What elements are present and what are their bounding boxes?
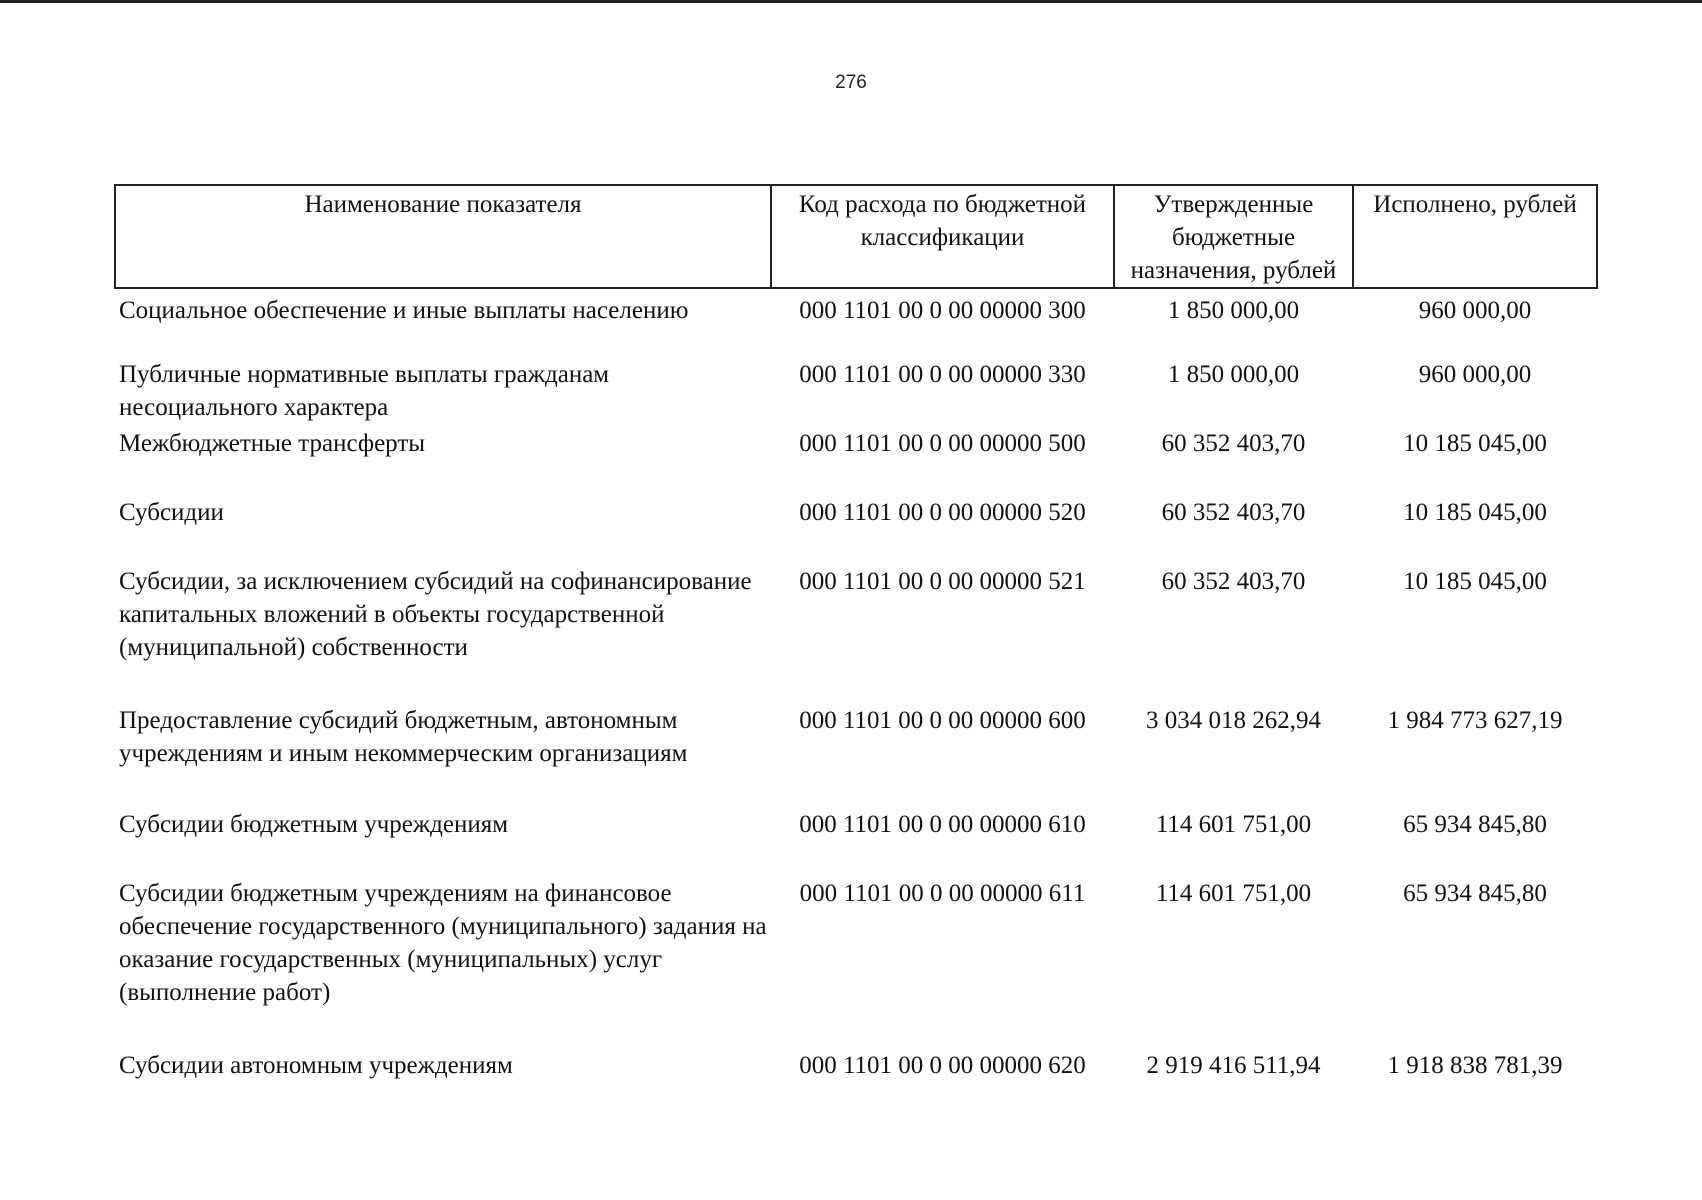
table-row bbox=[115, 1049, 1597, 1099]
row-approved: 1 850 000,00 bbox=[1167, 361, 1300, 388]
table-row bbox=[115, 808, 1597, 877]
table-header-row bbox=[115, 185, 1597, 288]
row-name: Субсидии bbox=[119, 499, 224, 526]
table-row bbox=[115, 565, 1597, 704]
header-expense-code: Код расхода по бюджетной классификации bbox=[771, 185, 1114, 288]
row-code: 000 1101 00 0 00 00000 600 bbox=[799, 707, 1086, 734]
row-name: Субсидии бюджетным учреждениям на финансовое обеспечение государственного (муниципального) задания на оказание государственных (муниципальных) услуг (выполнение работ) bbox=[119, 880, 767, 1006]
row-name: Субсидии бюджетным учреждениям bbox=[119, 811, 509, 838]
row-code: 000 1101 00 0 00 00000 610 bbox=[799, 811, 1086, 838]
budget-execution-table bbox=[114, 184, 1598, 1099]
row-code: 000 1101 00 0 00 00000 620 bbox=[799, 1052, 1086, 1079]
row-executed: 10 185 045,00 bbox=[1403, 568, 1547, 595]
row-approved: 3 034 018 262,94 bbox=[1146, 707, 1321, 734]
header-indicator-name: Наименование показателя bbox=[115, 185, 771, 288]
row-name: Предоставление субсидий бюджетным, автономным учреждениям и иным некоммерческим организациям bbox=[119, 707, 688, 767]
row-executed: 960 000,00 bbox=[1418, 297, 1532, 324]
row-name: Субсидии автономным учреждениям bbox=[119, 1052, 513, 1079]
row-executed: 65 934 845,80 bbox=[1403, 811, 1547, 838]
row-executed: 10 185 045,00 bbox=[1403, 499, 1547, 526]
table-row bbox=[115, 704, 1597, 808]
table-row bbox=[115, 427, 1597, 496]
page-top-border bbox=[0, 0, 1702, 3]
row-approved: 60 352 403,70 bbox=[1161, 499, 1306, 526]
row-code: 000 1101 00 0 00 00000 330 bbox=[799, 361, 1086, 388]
row-name: Субсидии, за исключением субсидий на софинансирование капитальных вложений в объекты государственной (муниципальной) собственности bbox=[119, 568, 752, 661]
row-code: 000 1101 00 0 00 00000 520 bbox=[799, 499, 1086, 526]
table-row bbox=[115, 877, 1597, 1049]
row-approved: 60 352 403,70 bbox=[1161, 568, 1306, 595]
row-code: 000 1101 00 0 00 00000 611 bbox=[799, 880, 1086, 907]
row-approved: 1 850 000,00 bbox=[1167, 297, 1300, 324]
row-code: 000 1101 00 0 00 00000 521 bbox=[799, 568, 1086, 595]
row-approved: 114 601 751,00 bbox=[1155, 811, 1312, 838]
row-approved: 2 919 416 511,94 bbox=[1146, 1052, 1321, 1079]
header-approved-amount: Утвержденные бюджетные назначения, рублей bbox=[1114, 185, 1353, 288]
row-executed: 65 934 845,80 bbox=[1403, 880, 1547, 907]
table-row bbox=[115, 288, 1597, 358]
row-approved: 60 352 403,70 bbox=[1161, 430, 1306, 457]
row-code: 000 1101 00 0 00 00000 300 bbox=[799, 297, 1086, 324]
row-executed: 1 918 838 781,39 bbox=[1387, 1052, 1563, 1079]
table-row bbox=[115, 358, 1597, 427]
row-name: Межбюджетные трансферты bbox=[119, 430, 426, 457]
row-executed: 10 185 045,00 bbox=[1403, 430, 1547, 457]
row-code: 000 1101 00 0 00 00000 500 bbox=[799, 430, 1086, 457]
row-executed: 960 000,00 bbox=[1418, 361, 1532, 388]
header-executed-amount: Исполнено, рублей bbox=[1353, 185, 1597, 288]
table-row bbox=[115, 496, 1597, 565]
page-number: 276 bbox=[835, 72, 867, 93]
row-executed: 1 984 773 627,19 bbox=[1387, 707, 1563, 734]
row-name: Социальное обеспечение и иные выплаты населению bbox=[119, 297, 689, 324]
row-name: Публичные нормативные выплаты гражданам несоциального характера bbox=[119, 361, 610, 421]
row-approved: 114 601 751,00 bbox=[1155, 880, 1312, 907]
